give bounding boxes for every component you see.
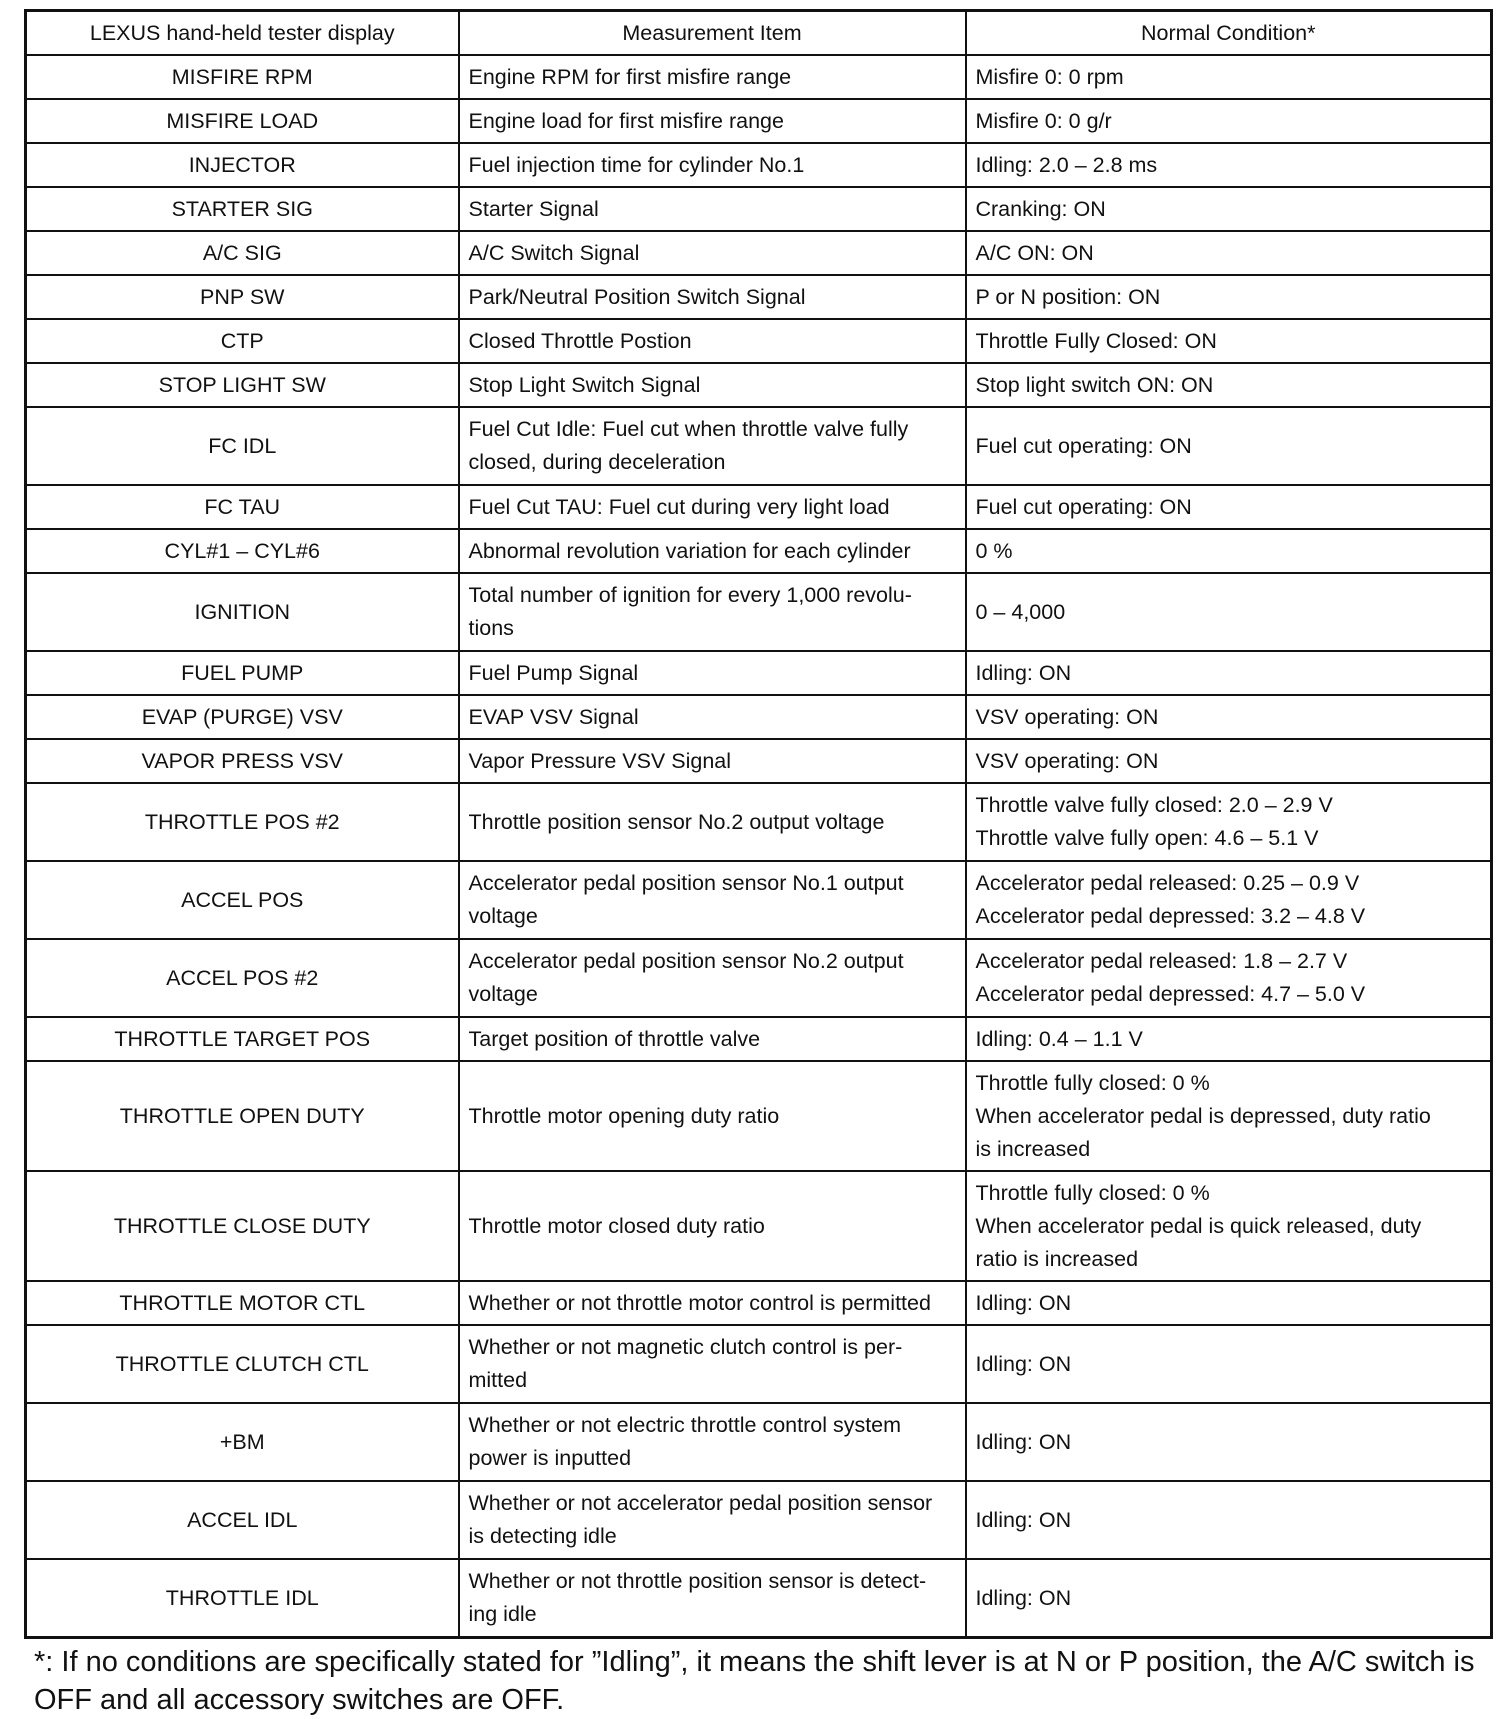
measurement-line: Accelerator pedal position sensor No.2 output	[468, 949, 904, 973]
cell-measurement-item	[459, 485, 966, 529]
condition-line: Misfire 0: 0 rpm	[975, 64, 1124, 89]
condition-line: 0 %	[975, 538, 1013, 563]
condition-line: Accelerator pedal depressed: 4.7 – 5.0 V	[975, 982, 1366, 1006]
condition-line: Idling: 2.0 – 2.8 ms	[975, 152, 1158, 177]
table-row	[26, 1481, 1492, 1559]
cell-normal-condition	[966, 363, 1492, 407]
table-row	[26, 99, 1492, 143]
measurement-line: Whether or not throttle position sensor is detect-	[468, 1569, 927, 1593]
measurement-line: Target position of throttle valve	[468, 1026, 761, 1051]
cell-tester-display: ACCEL IDL	[26, 1481, 459, 1559]
condition-line: Accelerator pedal depressed: 3.2 – 4.8 V	[975, 904, 1366, 928]
measurement-line: Engine RPM for first misfire range	[468, 64, 792, 89]
table-row	[26, 1325, 1492, 1403]
table-row	[26, 1403, 1492, 1481]
cell-normal-condition	[966, 573, 1492, 651]
condition-line: Idling: 0.4 – 1.1 V	[975, 1026, 1143, 1051]
condition-line: is increased	[975, 1136, 1091, 1161]
table-header-row	[26, 11, 1492, 56]
cell-tester-display: INJECTOR	[26, 143, 459, 187]
cell-measurement-item	[459, 1325, 966, 1403]
table-row	[26, 319, 1492, 363]
condition-line: Throttle valve fully open: 4.6 – 5.1 V	[975, 826, 1319, 850]
table-row	[26, 143, 1492, 187]
table-row	[26, 1281, 1492, 1325]
cell-tester-display: THROTTLE OPEN DUTY	[26, 1061, 459, 1171]
cell-tester-display: THROTTLE IDL	[26, 1559, 459, 1638]
cell-measurement-item	[459, 99, 966, 143]
condition-line: Throttle Fully Closed: ON	[975, 328, 1217, 353]
measurement-line: voltage	[468, 904, 538, 928]
measurement-line: Whether or not electric throttle control system	[468, 1413, 902, 1437]
condition-line: Idling: ON	[975, 1290, 1072, 1315]
table-row	[26, 1061, 1492, 1171]
cell-tester-display: THROTTLE TARGET POS	[26, 1017, 459, 1061]
measurement-line: tions	[468, 616, 514, 640]
cell-normal-condition	[966, 1281, 1492, 1325]
cell-measurement-item	[459, 1061, 966, 1171]
cell-tester-display: THROTTLE CLUTCH CTL	[26, 1325, 459, 1403]
footnote: *: If no conditions are specifically stated for ”Idling”, it means the shift lever is at N or P position, the A/C switch is OFF and all accessory switches are OFF.	[34, 1646, 1475, 1716]
cell-normal-condition	[966, 55, 1492, 99]
cell-normal-condition	[966, 275, 1492, 319]
cell-tester-display: CYL#1 – CYL#6	[26, 529, 459, 573]
condition-line: VSV operating: ON	[975, 704, 1159, 729]
cell-normal-condition	[966, 99, 1492, 143]
table-row	[26, 939, 1492, 1017]
measurement-line: Fuel Cut TAU: Fuel cut during very light load	[468, 494, 890, 519]
measurement-line: Fuel Cut Idle: Fuel cut when throttle valve fully	[468, 417, 909, 441]
cell-measurement-item	[459, 231, 966, 275]
cell-normal-condition	[966, 651, 1492, 695]
cell-measurement-item	[459, 1017, 966, 1061]
cell-normal-condition	[966, 939, 1492, 1017]
measurement-line: Starter Signal	[468, 196, 599, 221]
condition-line: When accelerator pedal is depressed, duty ratio	[975, 1103, 1431, 1128]
measurement-line: Park/Neutral Position Switch Signal	[468, 284, 806, 309]
cell-normal-condition	[966, 1559, 1492, 1638]
table-row	[26, 187, 1492, 231]
cell-measurement-item	[459, 939, 966, 1017]
condition-line: 0 – 4,000	[975, 599, 1066, 624]
measurement-line: Engine load for first misfire range	[468, 108, 784, 133]
cell-tester-display: EVAP (PURGE) VSV	[26, 695, 459, 739]
table-row	[26, 1171, 1492, 1281]
condition-line: Accelerator pedal released: 1.8 – 2.7 V	[975, 949, 1348, 973]
cell-normal-condition	[966, 1481, 1492, 1559]
table-row	[26, 1559, 1492, 1638]
condition-line: Accelerator pedal released: 0.25 – 0.9 V	[975, 871, 1360, 895]
cell-normal-condition	[966, 695, 1492, 739]
condition-line: Idling: ON	[975, 660, 1072, 685]
cell-measurement-item	[459, 529, 966, 573]
cell-tester-display: THROTTLE MOTOR CTL	[26, 1281, 459, 1325]
cell-tester-display: IGNITION	[26, 573, 459, 651]
cell-tester-display: ACCEL POS	[26, 861, 459, 939]
measurement-line: Whether or not magnetic clutch control is per-	[468, 1335, 903, 1359]
cell-measurement-item	[459, 739, 966, 783]
cell-tester-display: THROTTLE CLOSE DUTY	[26, 1171, 459, 1281]
document	[24, 9, 1490, 1719]
cell-measurement-item	[459, 651, 966, 695]
condition-line: Misfire 0: 0 g/r	[975, 108, 1112, 133]
measurement-line: Throttle motor opening duty ratio	[468, 1103, 780, 1128]
condition-line: A/C ON: ON	[975, 240, 1094, 265]
cell-tester-display: PNP SW	[26, 275, 459, 319]
condition-line: VSV operating: ON	[975, 748, 1159, 773]
cell-measurement-item	[459, 55, 966, 99]
table-row	[26, 363, 1492, 407]
measurement-line: is detecting idle	[468, 1524, 617, 1548]
measurement-line: Stop Light Switch Signal	[468, 372, 701, 397]
cell-tester-display: MISFIRE RPM	[26, 55, 459, 99]
cell-normal-condition	[966, 1017, 1492, 1061]
measurement-line: Whether or not throttle motor control is permitted	[468, 1290, 931, 1315]
cell-normal-condition	[966, 485, 1492, 529]
table-row	[26, 529, 1492, 573]
cell-measurement-item	[459, 187, 966, 231]
table-row	[26, 485, 1492, 529]
cell-normal-condition	[966, 1403, 1492, 1481]
table-row	[26, 739, 1492, 783]
cell-tester-display: MISFIRE LOAD	[26, 99, 459, 143]
cell-normal-condition	[966, 783, 1492, 861]
cell-normal-condition	[966, 739, 1492, 783]
cell-measurement-item	[459, 275, 966, 319]
condition-line: Cranking: ON	[975, 196, 1106, 221]
cell-measurement-item	[459, 1171, 966, 1281]
cell-measurement-item	[459, 363, 966, 407]
condition-line: Idling: ON	[975, 1351, 1072, 1376]
table-row	[26, 275, 1492, 319]
table-row	[26, 407, 1492, 485]
condition-line: Idling: ON	[975, 1585, 1072, 1610]
condition-line: Fuel cut operating: ON	[975, 433, 1192, 458]
cell-normal-condition	[966, 1325, 1492, 1403]
cell-tester-display: A/C SIG	[26, 231, 459, 275]
measurement-line: EVAP VSV Signal	[468, 704, 639, 729]
cell-tester-display: STOP LIGHT SW	[26, 363, 459, 407]
header-normal-condition: Normal Condition*	[966, 11, 1492, 56]
condition-line: Fuel cut operating: ON	[975, 494, 1192, 519]
cell-normal-condition	[966, 319, 1492, 363]
cell-measurement-item	[459, 1559, 966, 1638]
cell-measurement-item	[459, 1403, 966, 1481]
cell-measurement-item	[459, 407, 966, 485]
cell-normal-condition	[966, 861, 1492, 939]
condition-line: Stop light switch ON: ON	[975, 372, 1214, 397]
cell-normal-condition	[966, 231, 1492, 275]
table-row	[26, 861, 1492, 939]
condition-line: When accelerator pedal is quick released, duty	[975, 1213, 1422, 1238]
condition-line: Throttle fully closed: 0 %	[975, 1070, 1210, 1095]
cell-tester-display: CTP	[26, 319, 459, 363]
condition-line: Idling: ON	[975, 1429, 1072, 1454]
table-row	[26, 231, 1492, 275]
cell-measurement-item	[459, 573, 966, 651]
measurement-line: Fuel Pump Signal	[468, 660, 639, 685]
cell-tester-display: VAPOR PRESS VSV	[26, 739, 459, 783]
table-row	[26, 651, 1492, 695]
cell-measurement-item	[459, 1481, 966, 1559]
cell-normal-condition	[966, 143, 1492, 187]
measurement-line: closed, during deceleration	[468, 450, 726, 474]
cell-tester-display: ACCEL POS #2	[26, 939, 459, 1017]
cell-measurement-item	[459, 1281, 966, 1325]
cell-normal-condition	[966, 1061, 1492, 1171]
measurement-line: Vapor Pressure VSV Signal	[468, 748, 732, 773]
condition-line: ratio is increased	[975, 1246, 1139, 1271]
table-row	[26, 1017, 1492, 1061]
cell-tester-display: THROTTLE POS #2	[26, 783, 459, 861]
cell-normal-condition	[966, 1171, 1492, 1281]
cell-tester-display: FC TAU	[26, 485, 459, 529]
cell-normal-condition	[966, 407, 1492, 485]
measurement-line: power is inputted	[468, 1446, 632, 1470]
measurement-line: mitted	[468, 1368, 528, 1392]
cell-measurement-item	[459, 695, 966, 739]
cell-measurement-item	[459, 861, 966, 939]
measurement-line: Closed Throttle Postion	[468, 328, 692, 353]
condition-line: Idling: ON	[975, 1507, 1072, 1532]
table-row	[26, 573, 1492, 651]
table-row	[26, 783, 1492, 861]
measurement-line: voltage	[468, 982, 538, 1006]
header-tester-display: LEXUS hand-held tester display	[26, 11, 459, 56]
table-row	[26, 695, 1492, 739]
table-row	[26, 55, 1492, 99]
cell-tester-display: FUEL PUMP	[26, 651, 459, 695]
cell-tester-display: STARTER SIG	[26, 187, 459, 231]
condition-line: Throttle valve fully closed: 2.0 – 2.9 V	[975, 793, 1333, 817]
cell-measurement-item	[459, 143, 966, 187]
cell-measurement-item	[459, 783, 966, 861]
condition-line: Throttle fully closed: 0 %	[975, 1180, 1210, 1205]
measurement-line: ing idle	[468, 1602, 537, 1626]
cell-normal-condition	[966, 529, 1492, 573]
measurement-line: Whether or not accelerator pedal position sensor	[468, 1491, 933, 1515]
header-measurement-item: Measurement Item	[459, 11, 966, 56]
condition-line: P or N position: ON	[975, 284, 1161, 309]
cell-measurement-item	[459, 319, 966, 363]
cell-normal-condition	[966, 187, 1492, 231]
diagnostic-data-table	[24, 9, 1493, 1639]
measurement-line: Throttle position sensor No.2 output voltage	[468, 809, 885, 834]
cell-tester-display: +BM	[26, 1403, 459, 1481]
measurement-line: A/C Switch Signal	[468, 240, 640, 265]
measurement-line: Accelerator pedal position sensor No.1 output	[468, 871, 904, 895]
cell-tester-display: FC IDL	[26, 407, 459, 485]
measurement-line: Throttle motor closed duty ratio	[468, 1213, 765, 1238]
measurement-line: Abnormal revolution variation for each cylinder	[468, 538, 911, 563]
measurement-line: Total number of ignition for every 1,000 revolu-	[468, 583, 912, 607]
measurement-line: Fuel injection time for cylinder No.1	[468, 152, 805, 177]
